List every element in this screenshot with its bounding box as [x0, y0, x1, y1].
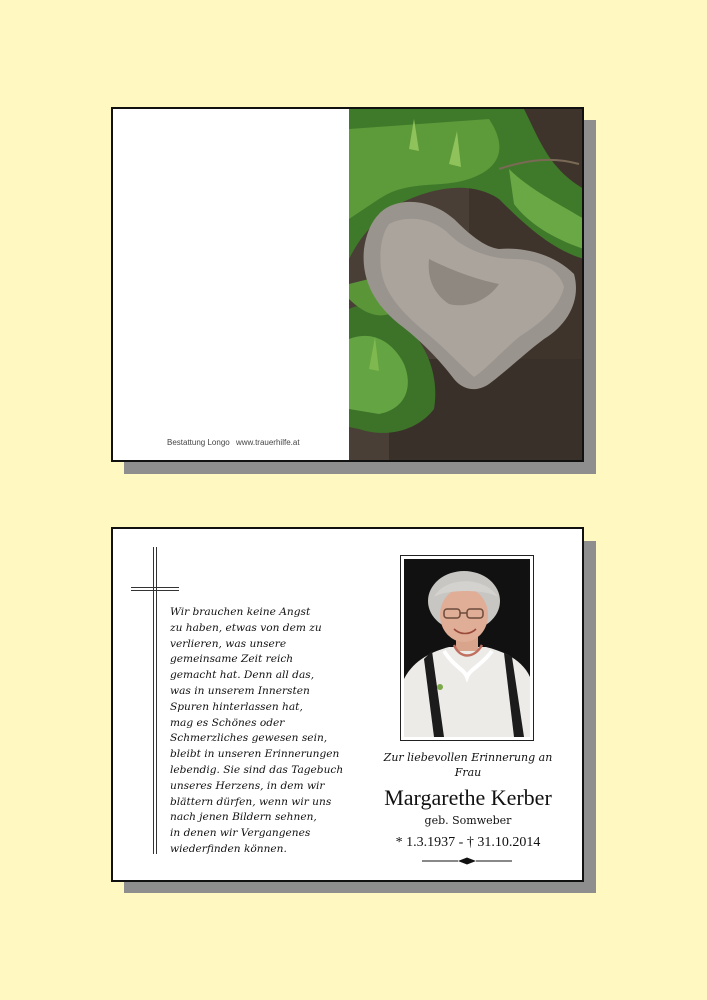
- cover-photo: [349, 109, 584, 460]
- poem-line: Spuren hinterlassen hat,: [170, 700, 303, 713]
- heart-stone-image: [349, 109, 584, 460]
- poem-line: Wir brauchen keine Angst: [170, 606, 311, 618]
- deceased-name: Margarethe Kerber: [384, 785, 552, 810]
- divider-ornament: [422, 857, 512, 865]
- cross-line: [153, 547, 154, 854]
- poem-line: wiederfinden können.: [170, 842, 287, 855]
- memorial-poem: [170, 605, 360, 858]
- cover-card: [111, 107, 584, 462]
- blank-inner-panel: [113, 109, 349, 460]
- poem-line: was in unserem Innersten: [170, 684, 310, 697]
- poem-line: blättern dürfen, wenn wir uns: [170, 795, 332, 808]
- poem-line: gemeinsame Zeit reich: [170, 653, 294, 666]
- funeral-home-imprint: [167, 438, 304, 447]
- poem-line: verlieren, was unsere: [170, 637, 287, 650]
- portrait-photo: [404, 559, 530, 737]
- birth-name: geb. Somweber: [424, 814, 512, 827]
- tribute-intro: Zur liebevollen Erinnerung an: [383, 751, 553, 764]
- poem-line: Schmerzliches gewesen sein,: [170, 732, 328, 745]
- cross-line: [131, 587, 179, 588]
- imprint-url: www.trauerhilfe.at: [235, 438, 300, 447]
- poem-line: gemacht hat. Denn all das,: [170, 669, 315, 682]
- memorial-card: [111, 527, 584, 882]
- life-dates: * 1.3.1937 - † 31.10.2014: [395, 835, 541, 850]
- imprint-company: Bestattung Longo: [167, 438, 230, 447]
- portrait-frame: [400, 555, 534, 741]
- poem-line: in denen wir Vergangenes: [170, 827, 311, 840]
- poem-line: mag es Schönes oder: [170, 716, 285, 729]
- poem-line: unseres Herzens, in dem wir: [170, 779, 325, 792]
- poem-line: bleibt in unseren Erinnerungen: [170, 748, 340, 761]
- cross-line: [131, 590, 179, 591]
- cross-line: [156, 547, 157, 854]
- poem-line: nach jenen Bildern sehnen,: [170, 811, 317, 824]
- tribute-salutation: Frau: [454, 766, 482, 779]
- poem-line: lebendig. Sie sind das Tagebuch: [170, 763, 344, 776]
- poem-line: zu haben, etwas von dem zu: [170, 621, 322, 634]
